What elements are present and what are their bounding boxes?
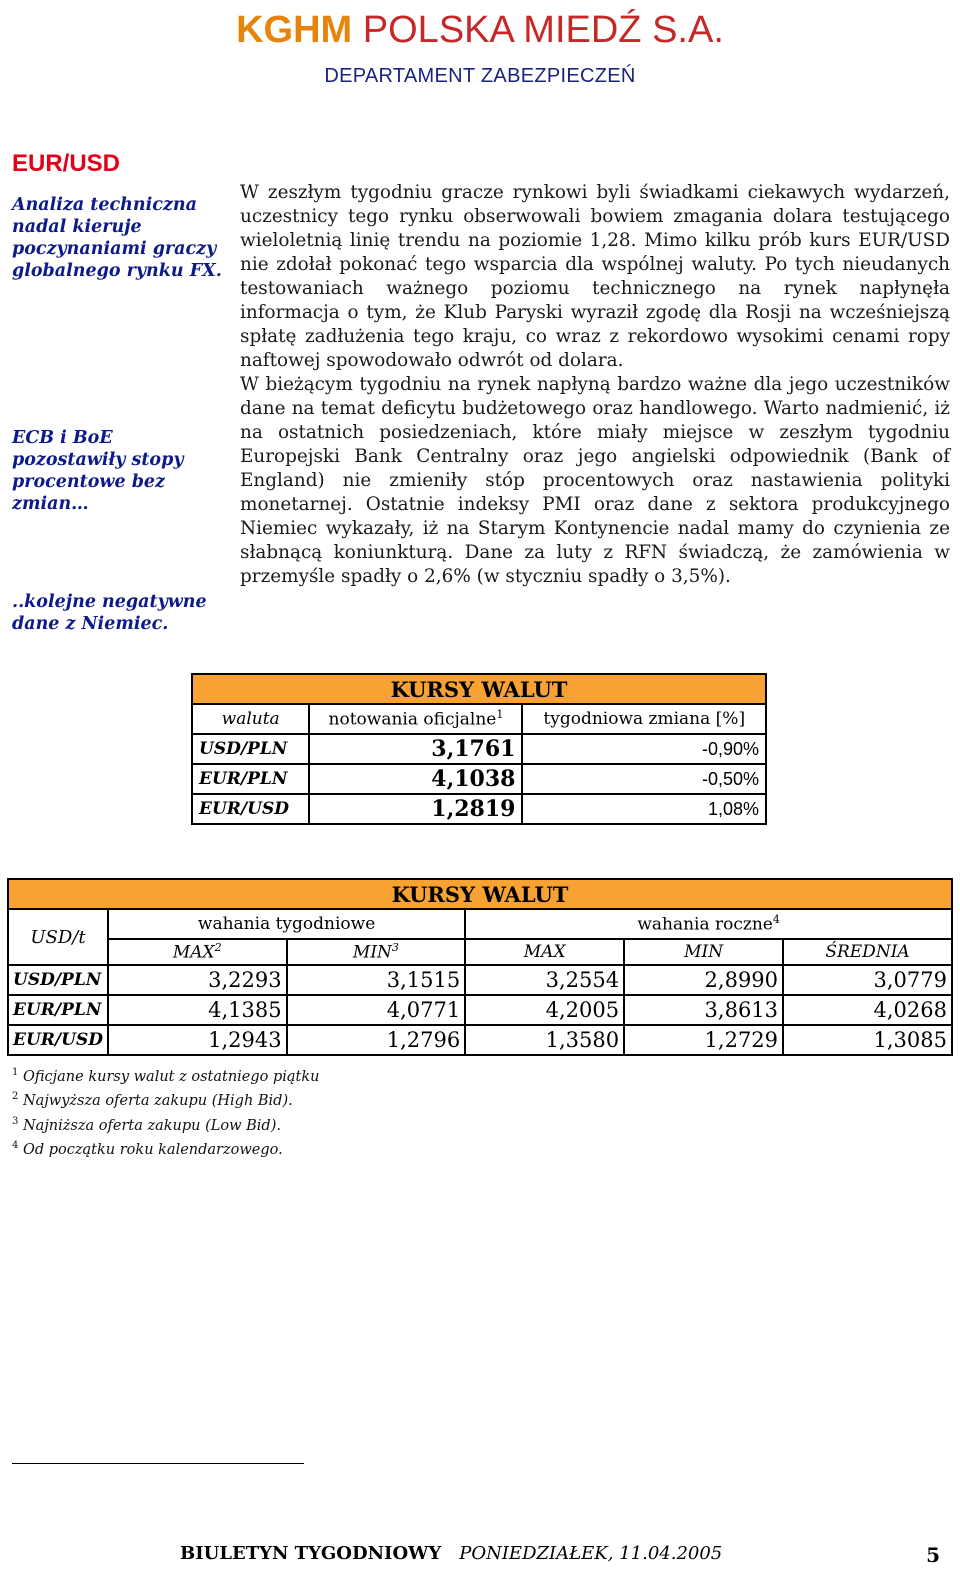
value-cell: 3,2293 xyxy=(108,965,287,995)
subheader-label: MAX xyxy=(172,942,215,963)
bulletin-name: BIULETYN TYGODNIOWY xyxy=(180,1543,442,1564)
paragraph: W bieżącym tygodniu na rynek napłyną bardzo ważne dla jego uczestników dane na temat deficytu budżetowego oraz handlowego. Warto nadmienić, iż na ostatnich posiedzeniach, które miały miejsce w zeszłym tygodniu Europejski Bank Centralny oraz jego angielski odpowiednik (Bank of England) nie zmieniły stóp procentowych oraz nastawienia polityki monetarnej. Ostatnie indeksy PMI oraz dane z sektora produkcyjnego Niemiec wykazały, iż na Starym Kontynencie nadal mamy do czynienia ze słabnącą koniunkturą. Dane za luty z RFN świadczą, że zamówienia w przemyśle spadły o 2,6% (w styczniu spadły o 3,5%). xyxy=(240,374,950,587)
subheader-average: ŚREDNIA xyxy=(783,939,952,965)
footnote-text: Najniższa oferta zakupu (Low Bid). xyxy=(18,1117,281,1134)
value-cell: 3,0779 xyxy=(783,965,952,995)
exchange-rates-table xyxy=(191,673,767,825)
footnote xyxy=(12,1063,320,1087)
value-cell: 2,8990 xyxy=(624,965,783,995)
footnote-ref: 1 xyxy=(496,708,504,722)
currency-pair: EUR/USD xyxy=(192,794,309,824)
footnote-ref: 3 xyxy=(391,941,399,955)
table-title: KURSY WALUT xyxy=(8,879,952,909)
footnote-text: Od początku roku kalendarzowego. xyxy=(18,1141,283,1158)
value-cell: 1,2729 xyxy=(624,1025,783,1055)
table-row xyxy=(8,1025,952,1055)
footnote-separator xyxy=(12,1463,304,1464)
side-note: ..kolejne negatywne dane z Niemiec. xyxy=(12,592,207,634)
value-cell: 1,3085 xyxy=(783,1025,952,1055)
paragraph: W zeszłym tygodniu gracze rynkowi byli świadkami ciekawych wydarzeń, uczestnicy tego rynku obserwowali bowiem zmagania dolara testującego wieloletnią linię trendu na poziomie 1,28. Mimo kilku prób kurs EUR/USD nie zdołał pokonać tego wsparcia dla wspólnej waluty. Po tych nieudanych testowaniach ważnego poziomu technicznego na rynek napłynęła informacja o tym, że Klub Paryski wyraził zgodę dla Rosji na wcześniejszą spłatę zadłużenia tego kraju, co wraz z rekordowo wysokimi cenami ropy naftowej spowodowało odwrót od dolara. xyxy=(240,182,950,371)
subheader-max: MAX xyxy=(465,939,624,965)
weekly-change: 1,08% xyxy=(522,794,766,824)
table-row xyxy=(192,794,766,824)
official-rate: 1,2819 xyxy=(309,794,522,824)
column-header xyxy=(309,704,522,734)
company-title xyxy=(0,8,960,52)
subheader-min xyxy=(287,939,466,965)
section-heading: EUR/USD xyxy=(12,150,121,177)
side-note: ECB i BoE pozostawiły stopy procentowe bez zmian… xyxy=(12,428,184,514)
value-cell: 4,1385 xyxy=(108,995,287,1025)
footnote xyxy=(12,1112,320,1136)
footnote-number: 1 xyxy=(12,1067,19,1078)
value-cell: 1,2943 xyxy=(108,1025,287,1055)
page-number: 5 xyxy=(926,1543,940,1567)
table-row xyxy=(8,995,952,1025)
footnote-text: Najwyższa oferta zakupu (High Bid). xyxy=(18,1093,293,1110)
table-row xyxy=(192,734,766,764)
value-cell: 1,3580 xyxy=(465,1025,624,1055)
article-body xyxy=(240,181,950,589)
footnote-number: 2 xyxy=(12,1091,19,1103)
value-cell: 4,0268 xyxy=(783,995,952,1025)
footnote xyxy=(12,1136,320,1160)
footnote xyxy=(12,1087,320,1111)
side-note: Analiza techniczna nadal kieruje poczynaniami graczy globalnego rynku FX. xyxy=(12,195,222,281)
value-cell: 4,0771 xyxy=(287,995,466,1025)
footnote-number: 3 xyxy=(12,1115,19,1127)
company-brand: KGHM xyxy=(236,9,353,51)
group-header-weekly: wahania tygodniowe xyxy=(108,909,465,939)
unit-label: USD/t xyxy=(8,909,108,965)
bulletin-date: PONIEDZIAŁEK, 11.04.2005 xyxy=(459,1543,723,1564)
value-cell: 3,1515 xyxy=(287,965,466,995)
page-footer xyxy=(180,1543,940,1567)
footnote-ref: 4 xyxy=(772,913,780,927)
column-header-label: notowania oficjalne xyxy=(328,709,497,730)
footnote-ref: 2 xyxy=(214,941,222,955)
currency-pair: USD/PLN xyxy=(192,734,309,764)
footnotes xyxy=(12,1063,320,1160)
weekly-change: -0,90% xyxy=(522,734,766,764)
subheader-min: MIN xyxy=(624,939,783,965)
group-header-label: wahania roczne xyxy=(637,914,773,935)
company-name: POLSKA MIEDŹ S.A. xyxy=(352,9,724,51)
column-header: waluta xyxy=(192,704,309,734)
currency-pair: EUR/USD xyxy=(8,1025,108,1055)
currency-pair: EUR/PLN xyxy=(192,764,309,794)
currency-pair: EUR/PLN xyxy=(8,995,108,1025)
official-rate: 4,1038 xyxy=(309,764,522,794)
value-cell: 3,8613 xyxy=(624,995,783,1025)
table-title: KURSY WALUT xyxy=(192,674,766,704)
value-cell: 1,2796 xyxy=(287,1025,466,1055)
rate-fluctuations-table xyxy=(7,878,953,1056)
column-header: tygodniowa zmiana [%] xyxy=(522,704,766,734)
table-row xyxy=(8,965,952,995)
currency-pair: USD/PLN xyxy=(8,965,108,995)
footnote-text: Oficjane kursy walut z ostatniego piątku xyxy=(18,1068,320,1085)
weekly-change: -0,50% xyxy=(522,764,766,794)
value-cell: 4,2005 xyxy=(465,995,624,1025)
table-row xyxy=(192,764,766,794)
subheader-label: MIN xyxy=(352,942,392,963)
department-name: DEPARTAMENT ZABEZPIECZEŃ xyxy=(324,65,636,87)
value-cell: 3,2554 xyxy=(465,965,624,995)
official-rate: 3,1761 xyxy=(309,734,522,764)
group-header-yearly xyxy=(465,909,952,939)
footnote-number: 4 xyxy=(12,1139,19,1151)
subheader-max xyxy=(108,939,287,965)
